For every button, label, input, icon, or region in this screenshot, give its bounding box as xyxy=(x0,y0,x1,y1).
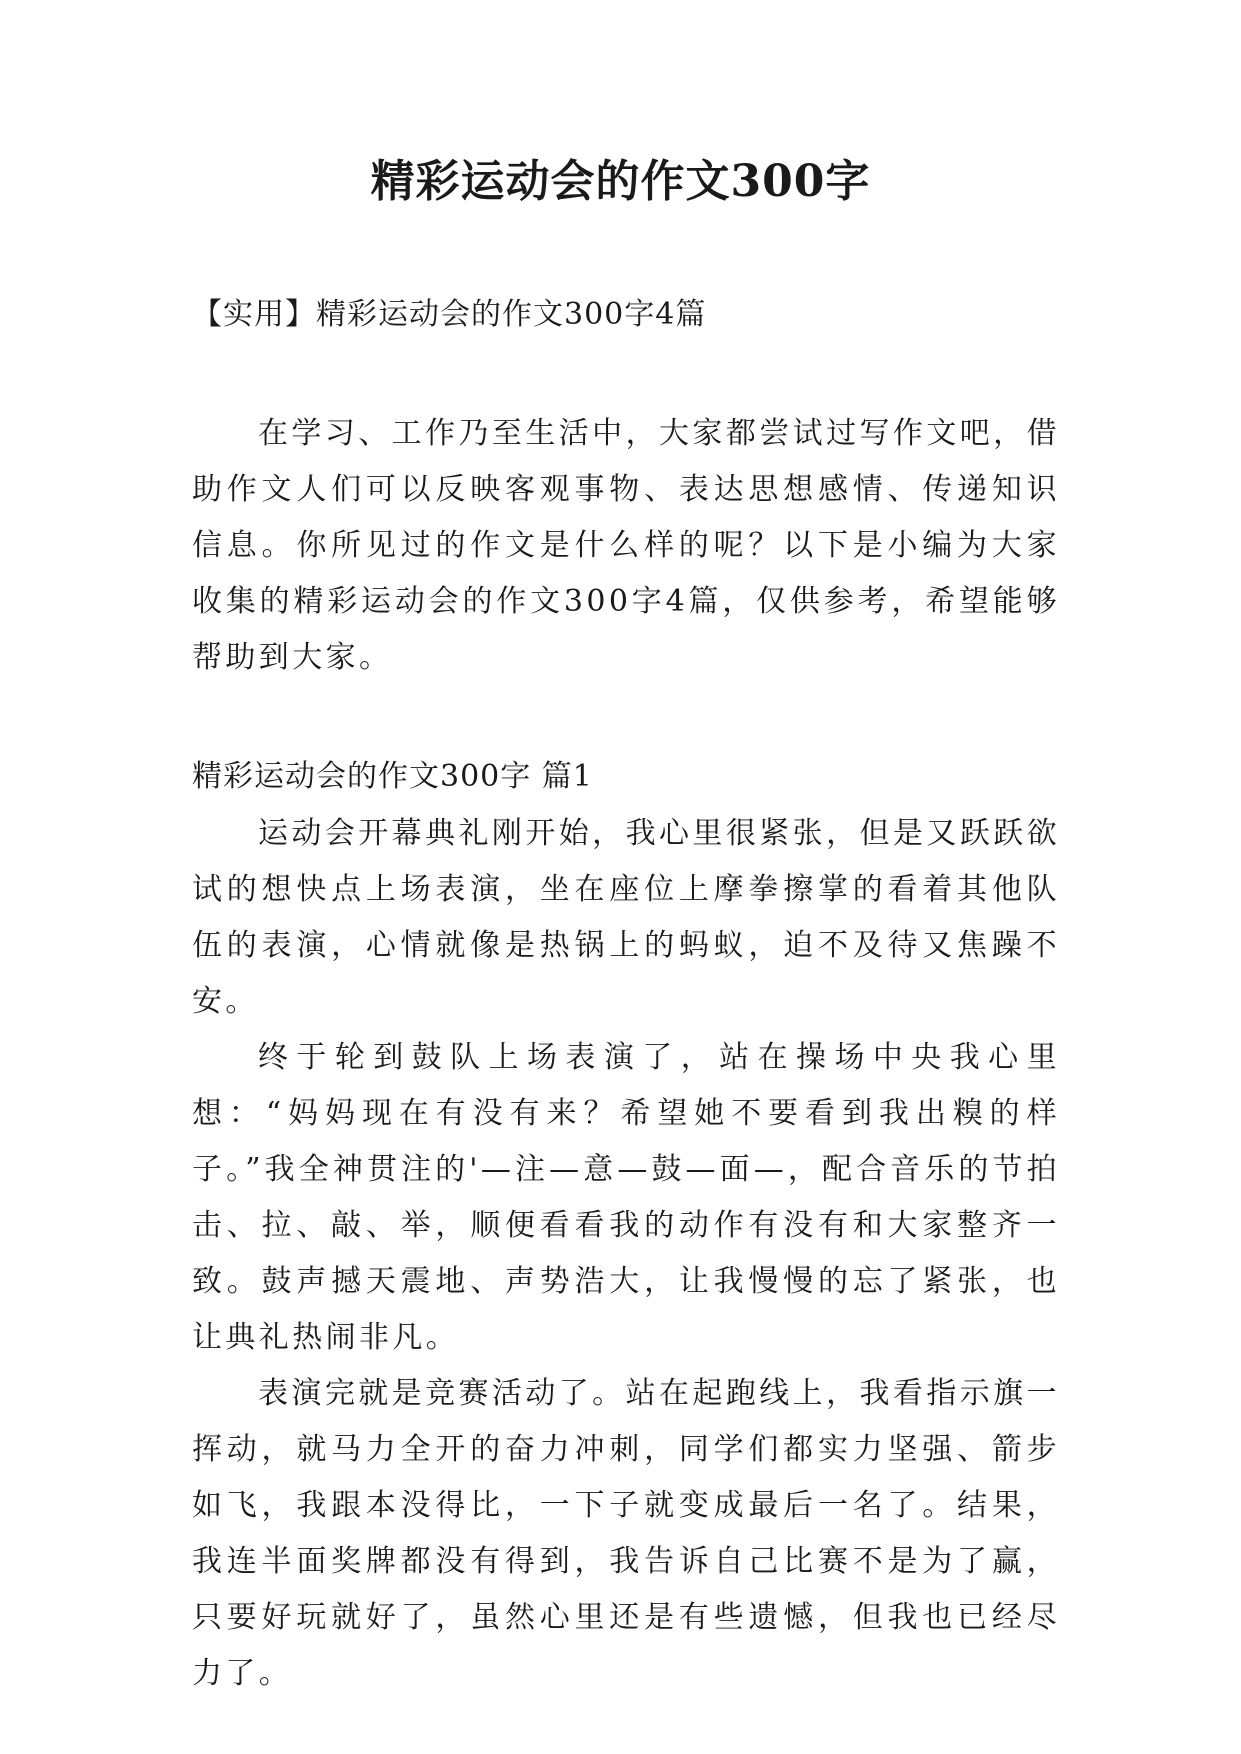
document-title: 精彩运动会的作文300字 xyxy=(370,156,871,207)
essay-paragraph: 运动会开幕典礼刚开始，我心里很紧张，但是又跃跃欲试的想快点上场表演，坐在座位上摩拳擦掌的看着其他队伍的表演，心情就像是热锅上的蚂蚁，迫不及待又焦躁不安。 xyxy=(192,816,1060,1019)
intro-paragraph: 在学习、工作乃至生活中，大家都尝试过写作文吧，借助作文人们可以反映客观事物、表达思想感情、传递知识信息。你所见过的作文是什么样的呢？以下是小编为大家收集的精彩运动会的作文300字4篇，仅供参考，希望能够帮助到大家。 xyxy=(192,416,1060,675)
essay-paragraph: 表演完就是竞赛活动了。站在起跑线上，我看指示旗一挥动，就马力全开的奋力冲刺，同学们都实力坚强、箭步如飞，我跟本没得比，一下子就变成最后一名了。结果，我连半面奖牌都没有得到，我告诉自己比赛不是为了赢，只要好玩就好了，虽然心里还是有些遗憾，但我也已经尽力了。 xyxy=(192,1376,1060,1691)
section-heading: 精彩运动会的作文300字 篇1 xyxy=(192,759,593,794)
document-subtitle: 【实用】精彩运动会的作文300字4篇 xyxy=(192,297,707,332)
essay-body xyxy=(192,806,1060,1702)
essay-paragraph: 终于轮到鼓队上场表演了，站在操场中央我心里想：“妈妈现在有没有来？希望她不要看到我出糗的样子。”我全神贯注的'—注—意—鼓—面—，配合音乐的节拍击、拉、敲、举，顺便看看我的动作有没有和大家整齐一致。鼓声撼天震地、声势浩大，让我慢慢的忘了紧张，也让典礼热闹非凡。 xyxy=(192,1040,1060,1355)
intro-section xyxy=(192,406,1060,686)
